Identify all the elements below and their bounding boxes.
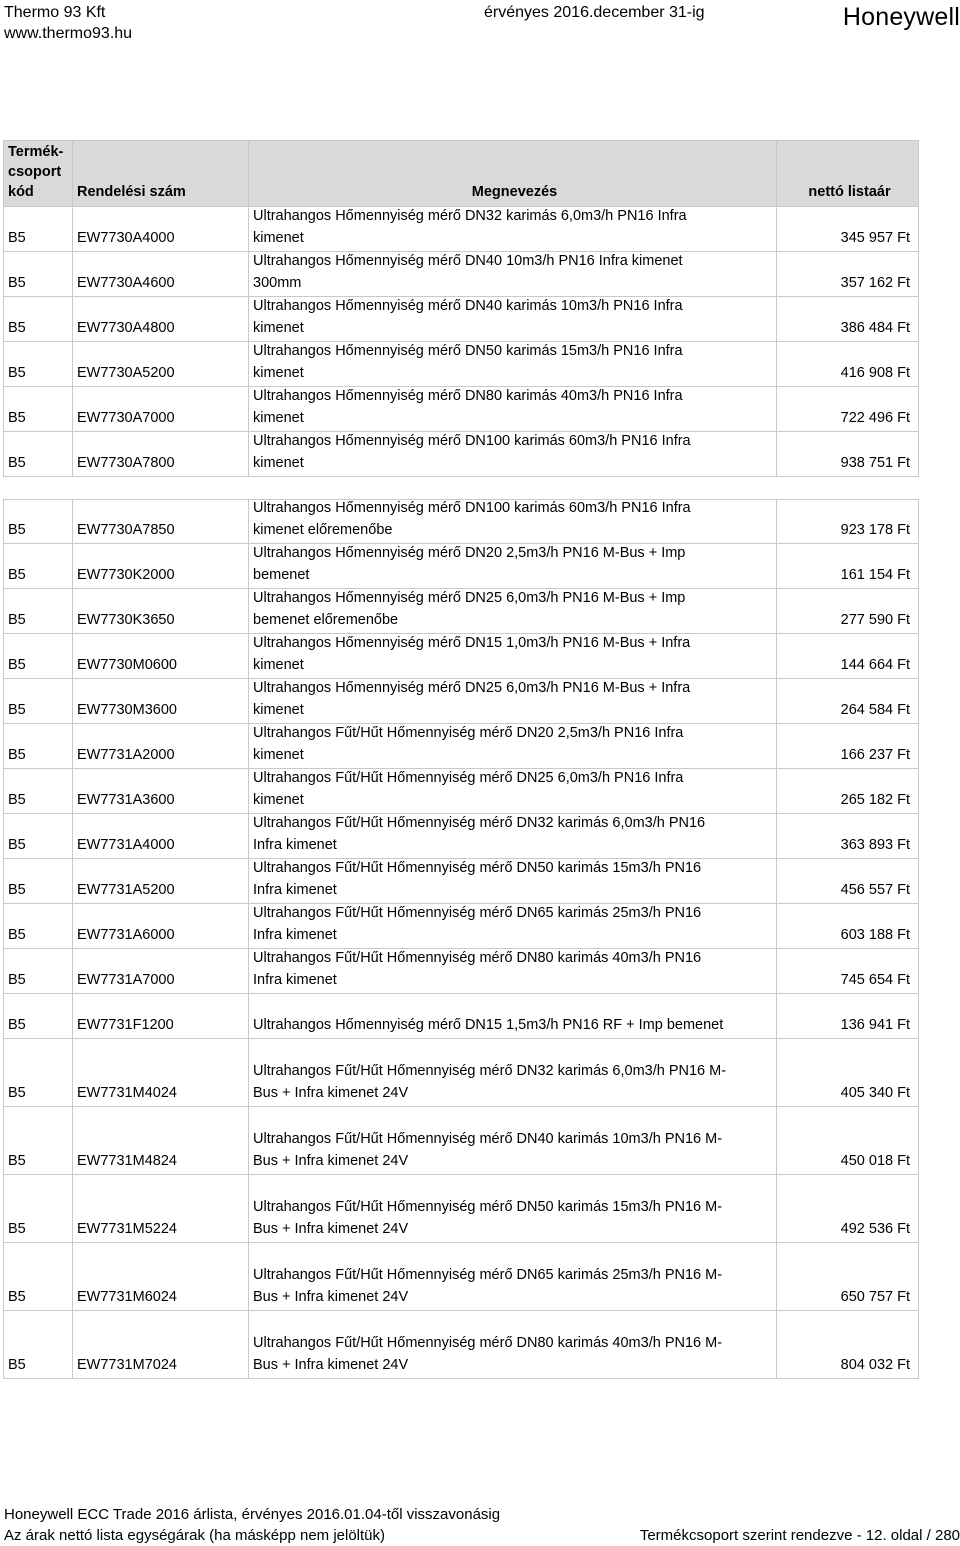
cell-description xyxy=(248,1175,776,1243)
cell-order-number-text: EW7731M4024 xyxy=(77,1085,177,1101)
table-row xyxy=(3,544,919,589)
cell-description xyxy=(248,724,776,769)
cell-group-code-text: B5 xyxy=(8,230,26,246)
cell-order-number-text: EW7730A7850 xyxy=(77,522,175,538)
cell-group-code-text: B5 xyxy=(8,972,26,988)
cell-group-code-text: B5 xyxy=(8,1357,26,1373)
table-row xyxy=(3,499,919,544)
cell-group-code xyxy=(3,1311,72,1379)
cell-description xyxy=(248,432,776,477)
cell-group-code xyxy=(3,342,72,387)
cell-net-price-text: 416 908 Ft xyxy=(840,365,910,381)
cell-group-code-text: B5 xyxy=(8,365,26,381)
cell-description xyxy=(248,342,776,387)
price-table xyxy=(3,140,919,1379)
cell-net-price xyxy=(776,589,919,634)
cell-net-price-text: 745 654 Ft xyxy=(840,972,910,988)
cell-order-number xyxy=(72,859,248,904)
cell-group-code-text: B5 xyxy=(8,837,26,853)
cell-net-price-text: 345 957 Ft xyxy=(840,230,910,246)
cell-description xyxy=(248,634,776,679)
cell-net-price xyxy=(776,1311,919,1379)
cell-group-code xyxy=(3,994,72,1039)
cell-order-number-text: EW7730K2000 xyxy=(77,567,175,583)
cell-group-code-text: B5 xyxy=(8,1221,26,1237)
cell-net-price xyxy=(776,342,919,387)
cell-group-code xyxy=(3,297,72,342)
cell-net-price xyxy=(776,904,919,949)
table-row xyxy=(3,297,919,342)
cell-group-code xyxy=(3,814,72,859)
company-name: Thermo 93 Kft xyxy=(4,4,106,21)
header-company-block xyxy=(4,2,132,44)
cell-net-price xyxy=(776,432,919,477)
cell-net-price xyxy=(776,500,919,544)
cell-description xyxy=(248,679,776,724)
cell-order-number xyxy=(72,544,248,589)
cell-net-price xyxy=(776,207,919,252)
cell-group-code-text: B5 xyxy=(8,747,26,763)
footer-pricelist-info: Honeywell ECC Trade 2016 árlista, érvényes 2016.01.04-től visszavonásig xyxy=(4,1506,501,1523)
cell-description-text: Ultrahangos Fűt/Hűt Hőmennyiség mérő DN25 6,0m3/h PN16 Infra kimenet xyxy=(253,770,684,808)
cell-description xyxy=(248,814,776,859)
cell-order-number-text: EW7731M7024 xyxy=(77,1357,177,1373)
cell-order-number xyxy=(72,1107,248,1175)
cell-group-code-text: B5 xyxy=(8,522,26,538)
cell-net-price-text: 144 664 Ft xyxy=(840,657,910,673)
cell-group-code-text: B5 xyxy=(8,275,26,291)
cell-description-text: Ultrahangos Fűt/Hűt Hőmennyiség mérő DN20 2,5m3/h PN16 Infra kimenet xyxy=(253,725,684,763)
cell-net-price-text: 722 496 Ft xyxy=(840,410,910,426)
cell-group-code-text: B5 xyxy=(8,882,26,898)
cell-description xyxy=(248,252,776,297)
cell-group-code xyxy=(3,904,72,949)
cell-order-number-text: EW7731A4000 xyxy=(77,837,175,853)
cell-order-number-text: EW7730M0600 xyxy=(77,657,177,673)
cell-order-number-text: EW7730A4800 xyxy=(77,320,175,336)
cell-description xyxy=(248,1311,776,1379)
cell-order-number xyxy=(72,207,248,252)
cell-net-price xyxy=(776,1175,919,1243)
cell-order-number xyxy=(72,342,248,387)
cell-net-price xyxy=(776,252,919,297)
cell-net-price xyxy=(776,1243,919,1311)
table-row xyxy=(3,207,919,252)
cell-order-number-text: EW7731M6024 xyxy=(77,1289,177,1305)
cell-group-code-text: B5 xyxy=(8,455,26,471)
cell-order-number xyxy=(72,949,248,994)
cell-net-price xyxy=(776,859,919,904)
table-row xyxy=(3,342,919,387)
table-header-row xyxy=(3,140,919,207)
table-row xyxy=(3,1039,919,1107)
cell-net-price xyxy=(776,1107,919,1175)
cell-order-number xyxy=(72,724,248,769)
cell-order-number-text: EW7731A7000 xyxy=(77,972,175,988)
cell-description xyxy=(248,769,776,814)
table-body xyxy=(3,207,919,1379)
cell-order-number-text: EW7730M3600 xyxy=(77,702,177,718)
cell-description xyxy=(248,949,776,994)
cell-group-code xyxy=(3,1039,72,1107)
cell-group-code xyxy=(3,500,72,544)
cell-description xyxy=(248,904,776,949)
cell-description xyxy=(248,387,776,432)
cell-group-code xyxy=(3,1107,72,1175)
cell-net-price-text: 456 557 Ft xyxy=(840,882,910,898)
cell-order-number-text: EW7730A7800 xyxy=(77,455,175,471)
company-website[interactable]: www.thermo93.hu xyxy=(4,25,133,42)
cell-group-code-text: B5 xyxy=(8,1017,26,1033)
cell-net-price xyxy=(776,994,919,1039)
cell-order-number-text: EW7730A4600 xyxy=(77,275,175,291)
cell-order-number-text: EW7731A3600 xyxy=(77,792,175,808)
cell-description xyxy=(248,1039,776,1107)
cell-group-code xyxy=(3,252,72,297)
cell-description xyxy=(248,994,776,1039)
cell-order-number xyxy=(72,1175,248,1243)
cell-net-price-text: 804 032 Ft xyxy=(840,1357,910,1373)
cell-order-number xyxy=(72,814,248,859)
cell-description-text: Ultrahangos Fűt/Hűt Hőmennyiség mérő DN80 karimás 40m3/h PN16 M- Bus + Infra kimenet 24V xyxy=(253,1335,723,1373)
cell-order-number xyxy=(72,252,248,297)
cell-net-price xyxy=(776,634,919,679)
cell-order-number-text: EW7730A7000 xyxy=(77,410,175,426)
cell-description-text: Ultrahangos Hőmennyiség mérő DN40 karimás 10m3/h PN16 Infra kimenet xyxy=(253,298,683,336)
table-row xyxy=(3,589,919,634)
cell-order-number-text: EW7730A4000 xyxy=(77,230,175,246)
cell-net-price-text: 405 340 Ft xyxy=(840,1085,910,1101)
table-row xyxy=(3,1107,919,1175)
cell-description-text: Ultrahangos Fűt/Hűt Hőmennyiség mérő DN80 karimás 40m3/h PN16 Infra kimenet xyxy=(253,950,702,988)
table-row xyxy=(3,634,919,679)
cell-order-number xyxy=(72,387,248,432)
table-row xyxy=(3,1311,919,1379)
cell-order-number xyxy=(72,679,248,724)
col-header-name: Megnevezés xyxy=(248,141,776,207)
cell-order-number xyxy=(72,1039,248,1107)
cell-description-text: Ultrahangos Hőmennyiség mérő DN100 karimás 60m3/h PN16 Infra kimenet előremenőbe xyxy=(253,500,691,538)
table-row xyxy=(3,859,919,904)
cell-net-price xyxy=(776,769,919,814)
cell-description xyxy=(248,859,776,904)
cell-description-text: Ultrahangos Fűt/Hűt Hőmennyiség mérő DN50 karimás 15m3/h PN16 M- Bus + Infra kimenet 24V xyxy=(253,1199,723,1237)
cell-description xyxy=(248,500,776,544)
cell-net-price xyxy=(776,1039,919,1107)
table-row xyxy=(3,904,919,949)
table-row xyxy=(3,724,919,769)
col-header-price: nettó listaár xyxy=(776,141,919,207)
cell-net-price-text: 386 484 Ft xyxy=(840,320,910,336)
cell-net-price-text: 357 162 Ft xyxy=(840,275,910,291)
col-header-group: Termék- csoport kód xyxy=(3,141,72,207)
col-header-order: Rendelési szám xyxy=(72,141,248,207)
cell-net-price-text: 363 893 Ft xyxy=(840,837,910,853)
cell-group-code xyxy=(3,544,72,589)
cell-net-price-text: 166 237 Ft xyxy=(840,747,910,763)
cell-order-number xyxy=(72,994,248,1039)
cell-net-price-text: 938 751 Ft xyxy=(840,455,910,471)
cell-group-code xyxy=(3,949,72,994)
cell-net-price-text: 923 178 Ft xyxy=(840,522,910,538)
cell-group-code xyxy=(3,387,72,432)
cell-description-text: Ultrahangos Hőmennyiség mérő DN100 karimás 60m3/h PN16 Infra kimenet xyxy=(253,433,691,471)
cell-order-number xyxy=(72,589,248,634)
cell-order-number-text: EW7731F1200 xyxy=(77,1017,174,1033)
cell-description-text: Ultrahangos Fűt/Hűt Hőmennyiség mérő DN32 karimás 6,0m3/h PN16 M- Bus + Infra kimenet 24V xyxy=(253,1063,727,1101)
cell-description-text: Ultrahangos Fűt/Hűt Hőmennyiség mérő DN65 karimás 25m3/h PN16 Infra kimenet xyxy=(253,905,702,943)
cell-description-text: Ultrahangos Hőmennyiség mérő DN32 karimás 6,0m3/h PN16 Infra kimenet xyxy=(253,208,687,246)
cell-order-number xyxy=(72,1311,248,1379)
table-row xyxy=(3,432,919,477)
cell-net-price-text: 603 188 Ft xyxy=(840,927,910,943)
cell-order-number-text: EW7730K3650 xyxy=(77,612,175,628)
cell-description-text: Ultrahangos Hőmennyiség mérő DN15 1,0m3/h PN16 M-Bus + Infra kimenet xyxy=(253,635,691,673)
cell-net-price xyxy=(776,544,919,589)
cell-description xyxy=(248,207,776,252)
cell-description-text: Ultrahangos Hőmennyiség mérő DN80 karimás 40m3/h PN16 Infra kimenet xyxy=(253,388,683,426)
cell-group-code xyxy=(3,724,72,769)
cell-description-text: Ultrahangos Hőmennyiség mérő DN15 1,5m3/h PN16 RF + Imp bemenet xyxy=(253,1017,724,1033)
footer-page-info: Termékcsoport szerint rendezve - 12. oldal / 280 xyxy=(639,1527,960,1544)
table-row xyxy=(3,949,919,994)
cell-group-code-text: B5 xyxy=(8,567,26,583)
table-row xyxy=(3,769,919,814)
cell-group-code xyxy=(3,634,72,679)
cell-description xyxy=(248,544,776,589)
cell-net-price xyxy=(776,949,919,994)
cell-order-number xyxy=(72,634,248,679)
cell-group-code-text: B5 xyxy=(8,612,26,628)
cell-group-code-text: B5 xyxy=(8,927,26,943)
cell-net-price xyxy=(776,387,919,432)
cell-net-price-text: 450 018 Ft xyxy=(840,1153,910,1169)
cell-order-number-text: EW7731A6000 xyxy=(77,927,175,943)
cell-group-code-text: B5 xyxy=(8,1085,26,1101)
cell-order-number-text: EW7730A5200 xyxy=(77,365,175,381)
cell-description xyxy=(248,589,776,634)
cell-order-number-text: EW7731M5224 xyxy=(77,1221,177,1237)
table-row xyxy=(3,252,919,297)
cell-group-code xyxy=(3,859,72,904)
cell-order-number xyxy=(72,1243,248,1311)
cell-net-price xyxy=(776,724,919,769)
cell-order-number-text: EW7731A5200 xyxy=(77,882,175,898)
cell-order-number xyxy=(72,297,248,342)
cell-net-price-text: 650 757 Ft xyxy=(840,1289,910,1305)
cell-group-code xyxy=(3,679,72,724)
cell-net-price-text: 492 536 Ft xyxy=(840,1221,910,1237)
cell-net-price-text: 136 941 Ft xyxy=(840,1017,910,1033)
cell-description-text: Ultrahangos Fűt/Hűt Hőmennyiség mérő DN32 karimás 6,0m3/h PN16 Infra kimenet xyxy=(253,815,706,853)
cell-description-text: Ultrahangos Hőmennyiség mérő DN25 6,0m3/h PN16 M-Bus + Imp bemenet előremenőbe xyxy=(253,590,686,628)
cell-description-text: Ultrahangos Hőmennyiség mérő DN20 2,5m3/h PN16 M-Bus + Imp bemenet xyxy=(253,545,686,583)
cell-net-price xyxy=(776,814,919,859)
table-row xyxy=(3,994,919,1039)
cell-description-text: Ultrahangos Fűt/Hűt Hőmennyiség mérő DN65 karimás 25m3/h PN16 M- Bus + Infra kimenet 24V xyxy=(253,1267,723,1305)
cell-description-text: Ultrahangos Hőmennyiség mérő DN50 karimás 15m3/h PN16 Infra kimenet xyxy=(253,343,683,381)
cell-net-price-text: 161 154 Ft xyxy=(840,567,910,583)
cell-group-code-text: B5 xyxy=(8,702,26,718)
cell-order-number xyxy=(72,904,248,949)
cell-description-text: Ultrahangos Fűt/Hűt Hőmennyiség mérő DN50 karimás 15m3/h PN16 Infra kimenet xyxy=(253,860,702,898)
cell-group-code xyxy=(3,1243,72,1311)
cell-order-number xyxy=(72,432,248,477)
cell-group-code-text: B5 xyxy=(8,1153,26,1169)
cell-group-code xyxy=(3,769,72,814)
cell-group-code xyxy=(3,207,72,252)
cell-group-code-text: B5 xyxy=(8,320,26,336)
cell-net-price-text: 264 584 Ft xyxy=(840,702,910,718)
footer-price-note: Az árak nettó lista egységárak (ha másképp nem jelöltük) xyxy=(4,1527,386,1544)
table-row xyxy=(3,1243,919,1311)
table-row xyxy=(3,387,919,432)
cell-net-price xyxy=(776,297,919,342)
cell-order-number-text: EW7731A2000 xyxy=(77,747,175,763)
cell-group-code-text: B5 xyxy=(8,792,26,808)
table-row xyxy=(3,814,919,859)
cell-description xyxy=(248,1107,776,1175)
validity-note: érvényes 2016.december 31-ig xyxy=(484,4,705,21)
cell-description xyxy=(248,1243,776,1311)
table-row xyxy=(3,1175,919,1243)
cell-order-number xyxy=(72,500,248,544)
cell-group-code-text: B5 xyxy=(8,657,26,673)
cell-description-text: Ultrahangos Hőmennyiség mérő DN40 10m3/h PN16 Infra kimenet 300mm xyxy=(253,253,683,291)
cell-net-price-text: 265 182 Ft xyxy=(840,792,910,808)
cell-order-number-text: EW7731M4824 xyxy=(77,1153,177,1169)
cell-order-number xyxy=(72,769,248,814)
cell-group-code xyxy=(3,589,72,634)
cell-group-code-text: B5 xyxy=(8,410,26,426)
cell-description-text: Ultrahangos Hőmennyiség mérő DN25 6,0m3/h PN16 M-Bus + Infra kimenet xyxy=(253,680,691,718)
cell-group-code xyxy=(3,1175,72,1243)
cell-group-code-text: B5 xyxy=(8,1289,26,1305)
cell-group-code xyxy=(3,432,72,477)
cell-description-text: Ultrahangos Fűt/Hűt Hőmennyiség mérő DN40 karimás 10m3/h PN16 M- Bus + Infra kimenet 24V xyxy=(253,1131,723,1169)
brand-logo: Honeywell xyxy=(842,3,960,31)
cell-description xyxy=(248,297,776,342)
cell-net-price xyxy=(776,679,919,724)
cell-net-price-text: 277 590 Ft xyxy=(840,612,910,628)
table-row xyxy=(3,679,919,724)
